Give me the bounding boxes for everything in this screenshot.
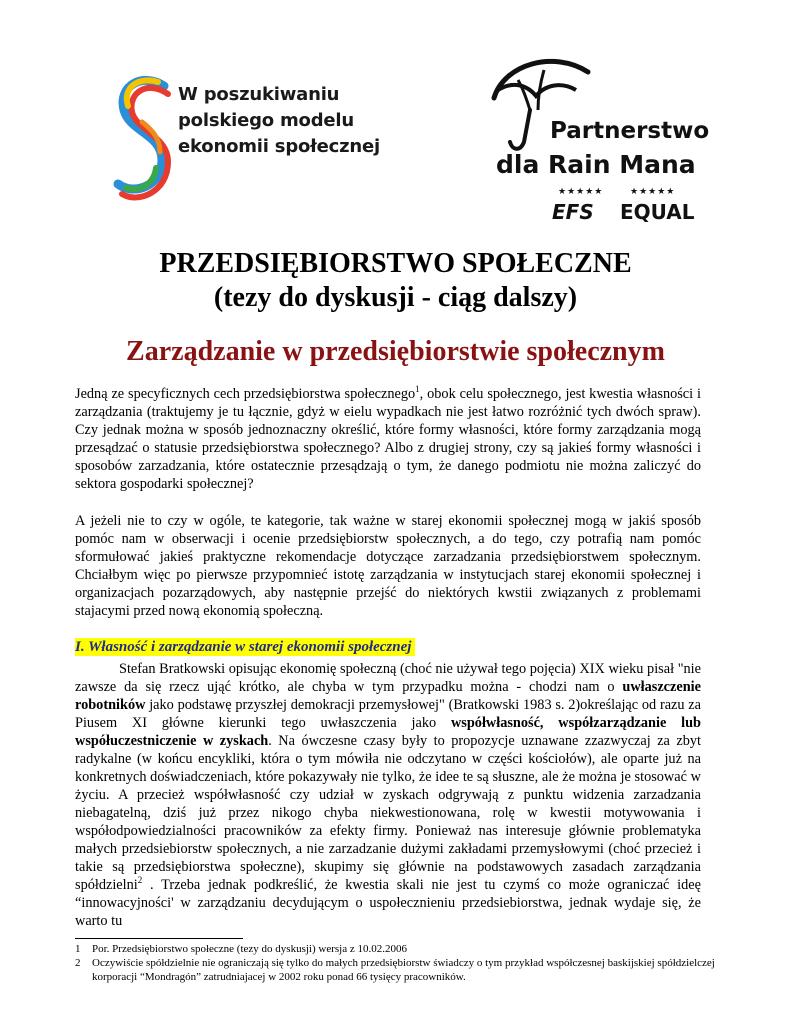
footnote-text: Oczywiście spółdzielnie nie ograniczają się tylko do małych przedsiębiorstw świadczy o tym przykład współczesnej baskijskiej spółdzielczej korporacji “Mondragón” zatrudniajacej w 2002 roku ponad 66 tysięcy pracowników. (92, 957, 715, 983)
logo-ekonomia-spoleczna (112, 72, 380, 212)
footnote-number: 1 (75, 943, 81, 955)
footnote (75, 956, 715, 984)
footnote-ref-1[interactable]: 1 (415, 384, 420, 395)
efs-logo: EFS (552, 200, 594, 224)
text-run: , obok celu społecznego, jest kwestia własności i zarządzania (traktujemy je tu łącznie, gdyż w eielu wypadkach nie jest łatwo rozróżnić tych dwóch spraw). Czy jednak można w sposób jednoznaczny określić, które formy własności, które formy zarządzania mogą przesądzać o statusie przedsiębiorstwa społecznego? Albo z drugiej strony, czy są jakieś formy własności i sposobów zarzadzania, które ostatecznie przesądzają o tym, że danego podmiotu nie można zaliczyć do sektora gospodarki społecznej? (75, 386, 701, 492)
page-title: PRZEDSIĘBIORSTWO SPOŁECZNE (159, 248, 632, 279)
footnote-text: Por. Przedsiębiorstwo społeczne (tezy do dyskusji) wersja z 10.02.2006 (92, 943, 407, 955)
footnote-divider (75, 938, 243, 939)
logo-partnerstwo (484, 50, 710, 230)
text-run: Jedną ze specyficznych cech przedsiębiorstwa społecznego (75, 386, 416, 402)
text-run: . Trzeba jednak podkreślić, że kwestia skali nie jest tu czymś co może ograniczać ideę “innowacyjności' w zarządzaniu decydującym o uspołecznieniu przedsiebiorstwa, jednak wydaje się, że warto tu (75, 877, 701, 929)
partnerstwo-text: Partnerstwo (550, 118, 710, 144)
logo-left-text (178, 82, 380, 160)
bold-text: współwłasność, współzarządzanie lub współuczestniczenie w zyskach (75, 715, 701, 749)
section-heading: I. Własność i zarządzanie w starej ekonomii społecznej (75, 638, 415, 656)
footnote (75, 942, 715, 956)
bold-text: uwłaszczenie robotników (75, 679, 701, 713)
paragraph-2: A jeżeli nie to czy w ogóle, te kategorie, tak ważne w starej ekonomii społecznej mogą w jakiś sposób pomóc nam w obserwacji i ocenie przedsiębiorstw społecznych, a do tego, czy potrafią nam pomóc sformułować jakieś praktyczne rekomendacje dotyczące zarzadzania przedsiębiorstwem społecznym. Chciałbym więc po pierwsze przypomnieć istotę zarządzania w instytucjach starej ekonomii społecznej i organizacjach pozarządowych, aby następnie przejść do niektórych kwstii związanych z problemami stajacymi przed nową ekonomią społeczną. (75, 513, 701, 619)
text-run: Stefan Bratkowski opisując ekonomię społeczną (choć nie używał tego pojęcia) XIX wieku pisał "nie zawsze da się rzecz ująć krótko, ale chyba w tym przypadku można - chodzi nam o (75, 661, 701, 695)
eu-stars-icon: ★★★★★ (630, 186, 676, 196)
footnote-number: 2 (75, 957, 81, 969)
dla-rain-mana-text: dla Rain Mana (496, 150, 696, 179)
equal-logo: EQUAL (620, 200, 695, 224)
logo-left-line: W poszukiwaniu (178, 84, 340, 105)
footnote-ref-2[interactable]: 2 (137, 875, 143, 886)
text-run: jako podstawę przyszłej demokracji przemysłowej" (Bratkowski 1983 s. 2)określając od razu za Piusem XI główne kierunki tego uwłaszczenia jako (75, 697, 701, 731)
footnotes (75, 942, 715, 984)
paragraph-3 (75, 660, 701, 930)
paragraph-1 (75, 385, 701, 493)
section-title: Zarządzanie w przedsiębiorstwie społecznym (126, 336, 665, 367)
logo-left-line: polskiego modelu (178, 110, 355, 131)
page-title-sub: (tezy do dyskusji - ciąg dalszy) (213, 282, 578, 313)
s-swirl-logo-icon (112, 72, 182, 212)
eu-stars-icon: ★★★★★ (558, 186, 604, 196)
logo-left-line: ekonomii społecznej (178, 136, 380, 157)
text-run: . Na ówczesne czasy były to propozycje uznawane zzazwyczaj za zbyt radykalne (w końcu encykliki, która o tym mówiła nie odczytano w części kościołów), ale oparte już na konkretnych doświadczeniach, które pokazywały nie tylko, że idee te są słuszne, ale że można je stosować w życiu. A przecież współwłasność czy udział w zyskach odgrywają z punktu widzenia zarzadzania niebagatelną, dziś już przez nikogo chyba niekwestionowana, rolę w kwestii motywowania i współodpowiedzialności pracowników za efekty firmy. Ponieważ nas interesuje głównie problematyka małych przedsiebiorstw społecznych, a nie zarzadzanie dużymi zakładami przemysłowymi (choć przecież i takie są przedsiębiorstwa społeczne), skupimy się głównie na podstawowych zasadach zarządzania spółdzielni (75, 733, 701, 893)
